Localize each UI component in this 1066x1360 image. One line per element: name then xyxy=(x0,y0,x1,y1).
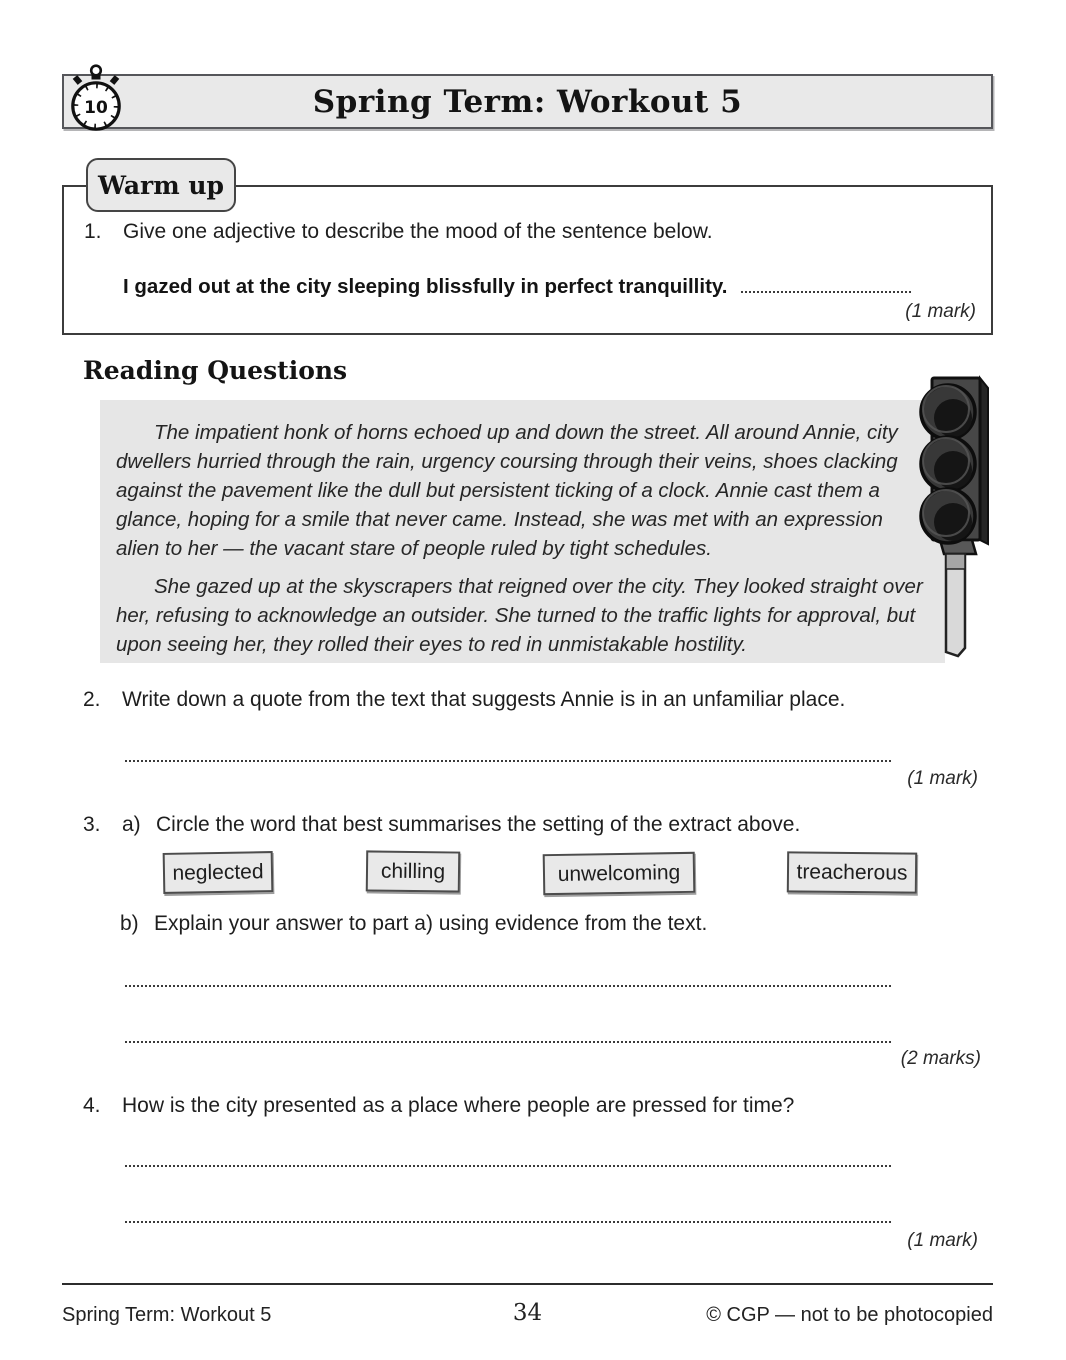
timer-minutes-label: 10 xyxy=(84,98,108,118)
question-part-label: a) xyxy=(122,813,141,836)
marks-label: (1 mark) xyxy=(907,1230,978,1251)
answer-line[interactable] xyxy=(125,741,891,762)
header xyxy=(62,74,993,129)
answer-line[interactable] xyxy=(125,1202,891,1223)
footer-section-title: Spring Term: Workout 5 xyxy=(62,1304,272,1326)
question-number: 3. xyxy=(83,813,101,836)
question-number: 2. xyxy=(83,688,101,711)
question-4 xyxy=(83,1094,928,1118)
question-part-label: b) xyxy=(120,912,139,935)
option-unwelcoming[interactable]: unwelcoming xyxy=(543,852,696,895)
answer-line[interactable] xyxy=(741,277,911,293)
question-number: 4. xyxy=(83,1094,101,1117)
passage-paragraph: She gazed up at the skyscrapers that reigned over the city. They looked straight over her, refusing to acknowledge an outsider. She turned to the traffic lights for approval, but upon seeing her, they rolled their eyes to red in unmistakable hostility. xyxy=(116,575,923,656)
passage-box xyxy=(100,400,945,663)
copyright-notice: © CGP — not to be photocopied xyxy=(706,1304,993,1326)
question-text: Give one adjective to describe the mood of the sentence below. xyxy=(123,220,713,243)
page-title: Spring Term: Workout 5 xyxy=(312,83,743,120)
option-chilling[interactable]: chilling xyxy=(366,850,460,892)
page-number: 34 xyxy=(512,1300,543,1326)
marks-label: (1 mark) xyxy=(907,768,978,789)
footer-divider xyxy=(62,1283,993,1285)
traffic-light-lamp xyxy=(921,489,975,543)
question-text: Explain your answer to part a) using evidence from the text. xyxy=(154,912,708,935)
marks-label: (1 mark) xyxy=(905,301,976,322)
answer-line[interactable] xyxy=(125,1022,891,1043)
stopwatch-icon xyxy=(64,64,128,132)
footer xyxy=(62,1298,993,1332)
answer-line[interactable] xyxy=(125,966,891,987)
question-1 xyxy=(84,220,973,244)
question-3b xyxy=(120,912,940,936)
marks-label: (2 marks) xyxy=(900,1048,981,1069)
passage-paragraph: The impatient honk of horns echoed up and down the street. All around Annie, city dwellers hurried through the rain, urgency coursing through their veins, shoes clacking against the pavement like the dull but persistent ticking of a clock. Annie cast them a glance, hoping for a smile that never came. Instead, she was met with an expression alien to her — the vacant stare of people ruled by tight schedules. xyxy=(116,421,898,560)
option-treacherous[interactable]: treacherous xyxy=(787,851,917,893)
answer-line[interactable] xyxy=(125,1146,891,1167)
question-number: 1. xyxy=(84,220,102,243)
option-neglected[interactable]: neglected xyxy=(163,851,274,894)
question-2 xyxy=(83,688,928,712)
warm-up-label: Warm up xyxy=(86,158,236,212)
section-heading: Reading Questions xyxy=(83,356,348,385)
question-text: Write down a quote from the text that suggests Annie is in an unfamiliar place. xyxy=(122,688,846,711)
question-text: How is the city presented as a place where people are pressed for time? xyxy=(122,1094,795,1117)
traffic-light-illustration xyxy=(906,372,1002,662)
stimulus-sentence: I gazed out at the city sleeping blissfully in perfect tranquillity. xyxy=(123,275,728,298)
question-3a xyxy=(83,813,943,837)
stimulus-row xyxy=(123,275,973,299)
question-text: Circle the word that best summarises the setting of the extract above. xyxy=(156,813,801,836)
traffic-light-lamp xyxy=(921,437,975,491)
traffic-light-lamp xyxy=(921,385,975,439)
